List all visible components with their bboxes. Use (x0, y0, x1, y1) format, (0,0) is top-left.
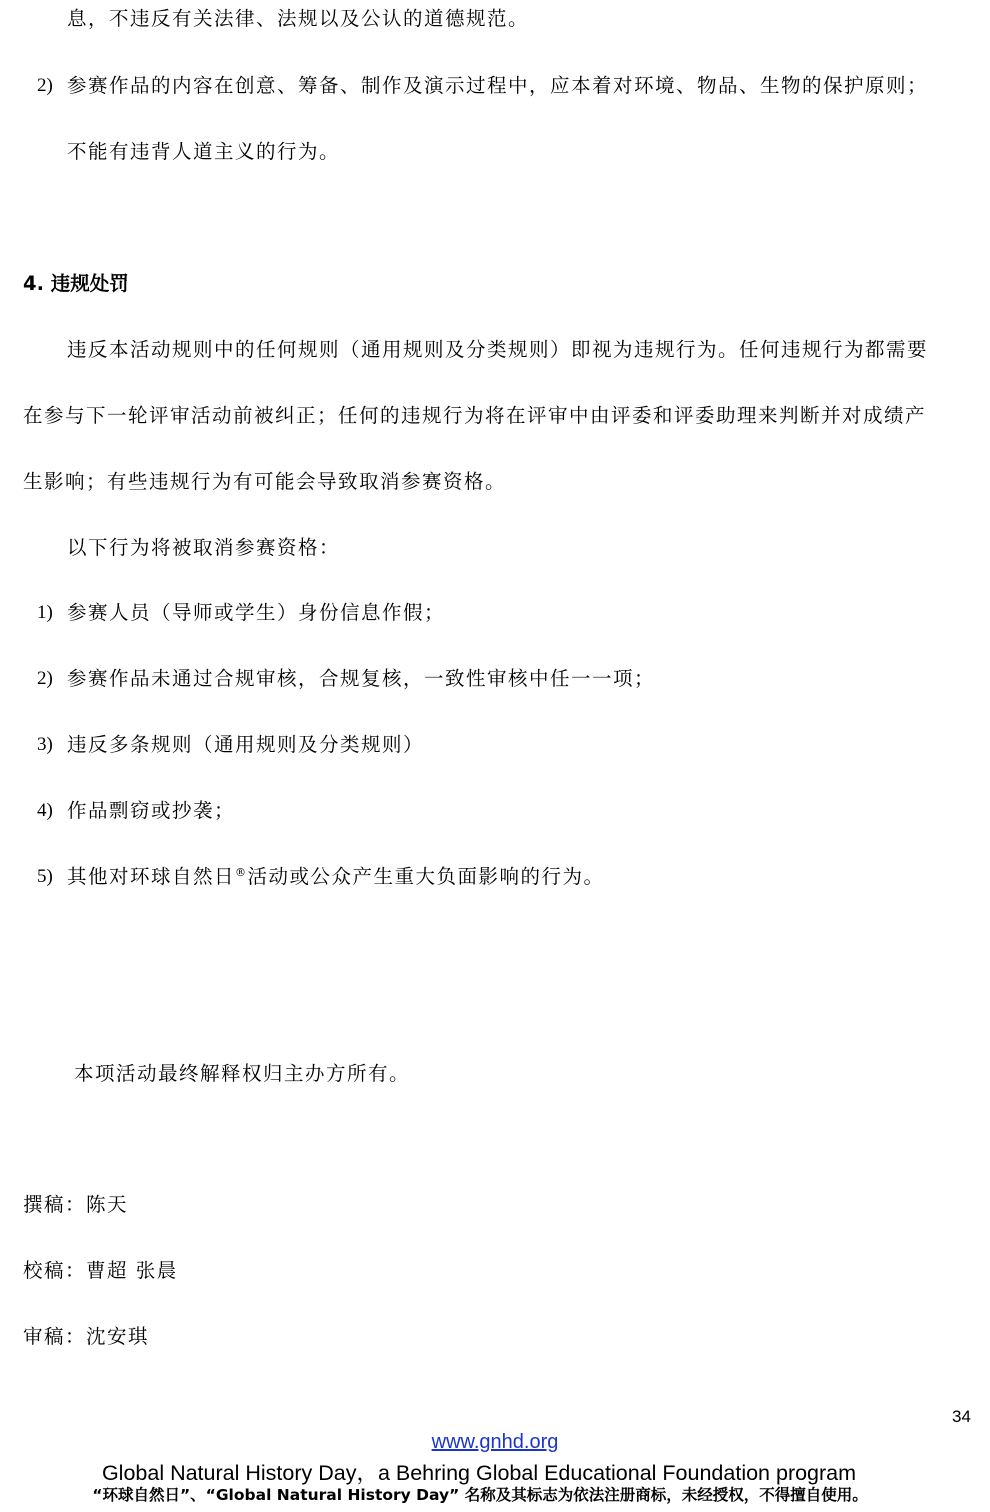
paragraph-line: 违反本活动规则中的任何规则（通用规则及分类规则）即视为违规行为。任何违规行为都需要 (67, 338, 929, 361)
footer-trademark-notice: “环球自然日”、“Global Natural History Day” 名称及其标志为依法注册商标，未经授权，不得擅自使用。 (92, 1486, 868, 1504)
paragraph-line: 息，不违反有关法律、法规以及公认的道德规范。 (67, 7, 530, 30)
page-number: 34 (952, 1407, 971, 1426)
list-item-text: 违反多条规则（通用规则及分类规则） (67, 733, 425, 756)
list-number: 2) (37, 75, 53, 96)
list-number: 1) (37, 602, 53, 623)
list-item-text-part: 活动或公众产生重大负面影响的行为。 (247, 865, 605, 888)
registered-mark: ® (235, 866, 248, 879)
list-number: 4) (37, 800, 53, 821)
list-number: 3) (37, 734, 53, 755)
section-heading: 4. 违规处罚 (23, 272, 129, 295)
footer-program-line: Global Natural History Day，a Behring Global Educational Foundation program (101, 1461, 857, 1485)
list-item-text-part: 其他对环球自然日 (67, 865, 236, 888)
paragraph-line: 生影响；有些违规行为有可能会导致取消参赛资格。 (23, 470, 507, 493)
list-item-text (67, 864, 605, 890)
credit-proofreader: 校稿：曹超 张晨 (23, 1259, 178, 1282)
list-item-text: 作品剽窃或抄袭； (67, 799, 236, 822)
list-number: 5) (37, 866, 53, 887)
list-item-text: 参赛作品的内容在创意、筹备、制作及演示过程中，应本着对环境、物品、生物的保护原则； (67, 74, 929, 97)
list-item-text: 不能有违背人道主义的行为。 (67, 140, 341, 163)
credit-reviewer: 审稿：沈安琪 (23, 1325, 150, 1348)
list-number: 2) (37, 668, 53, 689)
final-note: 本项活动最终解释权归主办方所有。 (74, 1062, 411, 1085)
footer-website-link[interactable]: www.gnhd.org (431, 1431, 559, 1453)
list-item-text: 参赛人员（导师或学生）身份信息作假； (67, 601, 446, 624)
credit-author: 撰稿：陈天 (23, 1193, 129, 1216)
paragraph-line: 在参与下一轮评审活动前被纠正；任何的违规行为将在评审中由评委和评委助理来判断并对成绩产 (23, 404, 927, 427)
paragraph-line: 以下行为将被取消参赛资格： (67, 536, 341, 559)
list-item-text: 参赛作品未通过合规审核，合规复核，一致性审核中任一一项； (67, 667, 656, 690)
